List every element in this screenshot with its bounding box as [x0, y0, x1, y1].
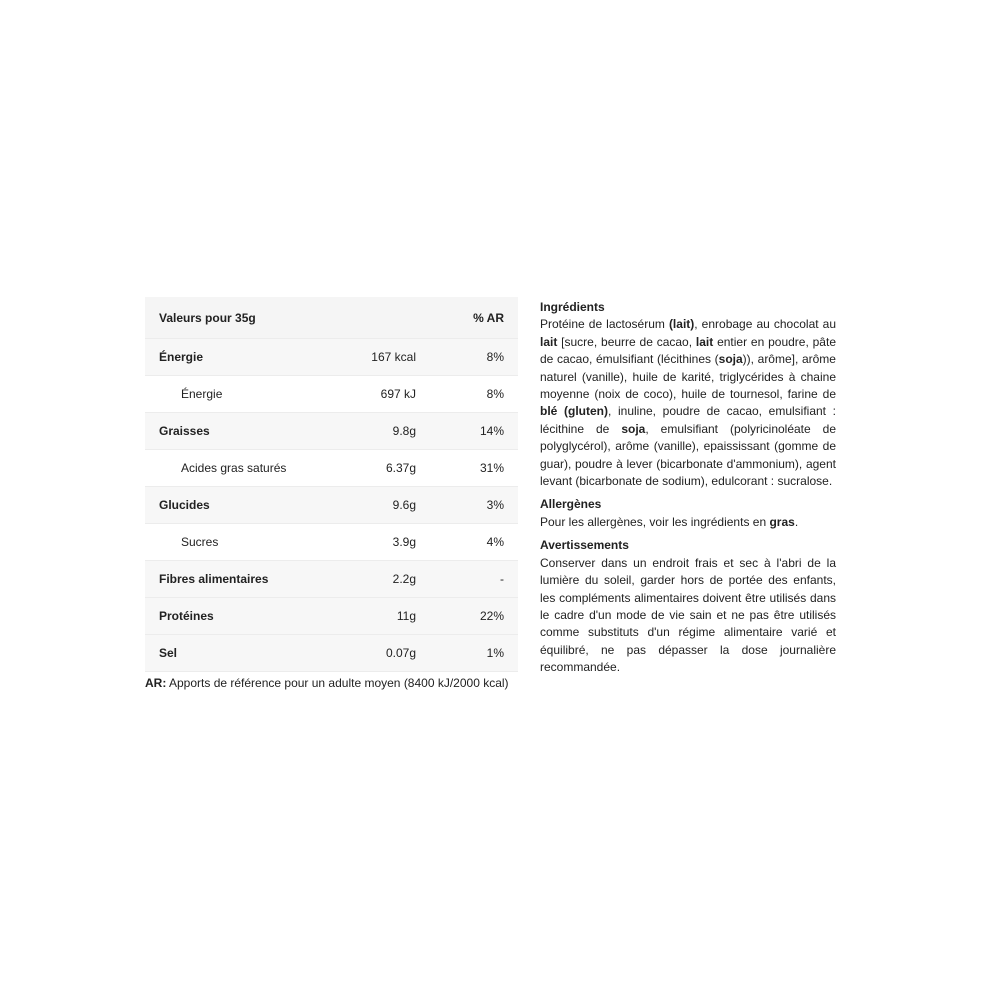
ingredient-allergen: soja	[621, 421, 646, 436]
ingredient-text: [sucre, beurre de cacao,	[557, 334, 696, 349]
nutrient-name: Protéines	[159, 609, 214, 623]
nutrient-ar: -	[500, 572, 504, 586]
allergens-sentence: Pour les allergènes, voir les ingrédients en	[540, 514, 770, 529]
nutrition-row	[145, 413, 518, 450]
nutrition-row	[145, 376, 518, 413]
nutrient-value: 3.9g	[392, 535, 416, 549]
ingredient-allergen: lait	[540, 334, 558, 349]
nutrient-ar: 4%	[486, 535, 504, 549]
allergens-title: Allergènes	[540, 497, 602, 512]
nutrient-value: 0.07g	[385, 646, 416, 660]
header-ar: % AR	[473, 310, 504, 325]
header-label: Valeurs pour 35g	[159, 310, 256, 325]
ingredient-text: , emulsifiant (polyricinoléate de polyglycérol), arôme (vanille), epaississant (gomme de guar), poudre à lever (bicarbonate d'ammonium), agent levant (bicarbonate de sodium), edulcorant : sucralose.	[540, 421, 837, 489]
nutrition-row	[145, 450, 518, 487]
ingredient-allergen: soja	[718, 352, 743, 367]
allergens-text	[540, 514, 836, 531]
nutrient-value: 9.6g	[392, 498, 416, 512]
product-info	[540, 299, 836, 683]
allergens-end: .	[794, 514, 799, 529]
ingredient-text: )), arôme], arôme naturel (vanille), huile de karité, triglycérides à chaine moyenne (noix de coco), huile de tournesol, farine de	[540, 352, 836, 402]
nutrient-ar: 8%	[486, 350, 504, 364]
nutrient-value: 9.8g	[392, 424, 416, 438]
nutrition-table-header	[145, 297, 518, 339]
ingredient-allergen: (gluten)	[564, 404, 608, 419]
ingredients-title: Ingrédients	[540, 300, 605, 314]
ingredient-text	[557, 404, 564, 418]
nutrient-value: 697 kJ	[380, 387, 416, 401]
nutrient-value: 6.37g	[385, 461, 416, 475]
nutrient-name: Énergie	[159, 350, 204, 364]
nutrient-name: Énergie	[181, 387, 223, 401]
ingredient-text: Protéine de lactosérum	[540, 317, 669, 332]
nutrient-ar: 22%	[479, 609, 504, 623]
ingredients-text	[540, 316, 836, 490]
nutrient-ar: 1%	[486, 646, 504, 660]
nutrition-row	[145, 524, 518, 561]
ingredient-text: , enrobage au chocolat au	[694, 317, 836, 332]
nutrient-name: Sel	[159, 646, 178, 660]
nutrition-row	[145, 635, 518, 672]
nutrient-value: 167 kcal	[371, 350, 416, 364]
nutrition-table	[145, 297, 518, 672]
nutrient-ar: 3%	[486, 498, 504, 512]
nutrient-ar: 31%	[479, 461, 504, 475]
nutrient-name: Sucres	[181, 535, 219, 549]
ingredient-text: entier en poudre, pâte de cacao, émulsifiant (lécithines (	[540, 334, 836, 367]
ingredient-allergen: lait	[695, 334, 714, 349]
ar-footnote-label: AR:	[145, 676, 167, 690]
nutrient-value: 11g	[396, 609, 416, 623]
allergens-bold-word: gras	[769, 514, 795, 529]
warnings-title: Avertissements	[540, 538, 629, 553]
nutrient-name: Glucides	[159, 498, 210, 512]
ar-footnote-text: Apports de référence pour un adulte moyen (8400 kJ/2000 kcal)	[166, 676, 509, 690]
nutrition-row	[145, 487, 518, 524]
ar-footnote	[145, 676, 509, 690]
ingredient-allergen: (lait)	[668, 317, 695, 332]
nutrient-name: Graisses	[159, 424, 210, 438]
nutrient-ar: 14%	[479, 424, 504, 438]
nutrient-name: Fibres alimentaires	[159, 572, 269, 586]
nutrient-value: 2.2g	[392, 572, 416, 586]
nutrient-ar: 8%	[486, 387, 504, 401]
ingredient-text: , inuline, poudre de cacao, emulsifiant : lécithine de	[540, 404, 836, 436]
nutrition-row	[145, 598, 518, 635]
ingredient-allergen: blé	[540, 404, 558, 419]
warnings-text: Conserver dans un endroit frais et sec à l'abri de la lumière du soleil, garder hors de portée des enfants, les compléments alimentaires doivent être utilisés dans le cadre d'un mode de vie sain et ne pas être utilisés comme substituts d'un régime alimentaire varié et équilibré, ne pas dépasser la dose journalière recommandée.	[540, 555, 836, 675]
nutrition-row	[145, 561, 518, 598]
nutrient-name: Acides gras saturés	[181, 461, 287, 475]
nutrition-row	[145, 339, 518, 376]
